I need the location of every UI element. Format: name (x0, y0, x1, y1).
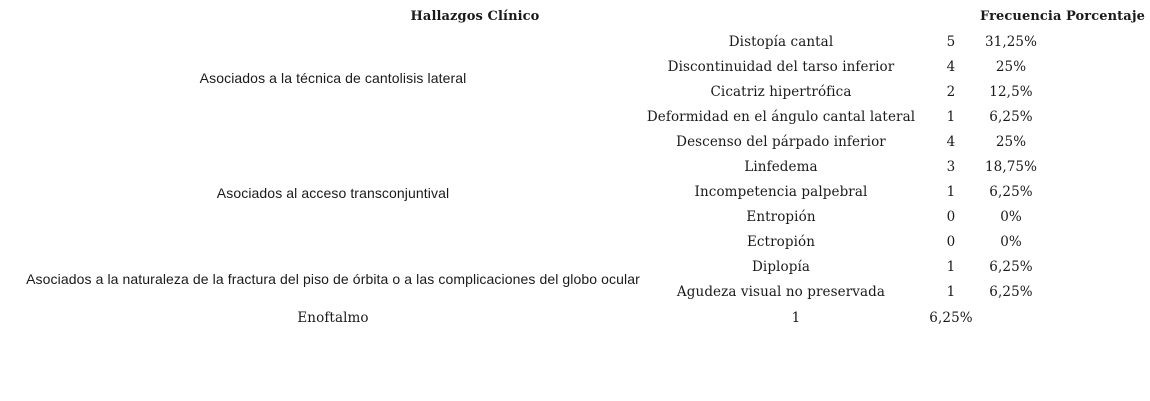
finding-cell: Cicatriz hipertrófica (710, 84, 852, 100)
group-label-fracture: Asociados a la naturaleza de la fractura del piso de órbita o a las complicaciones del globo ocular (26, 271, 640, 287)
finding-cell: Diplopía (751, 259, 811, 275)
percentage-cell: 31,25% (984, 34, 1038, 50)
finding-cell: Deformidad en el ángulo cantal lateral (646, 109, 916, 125)
finding-cell: Incompetencia palpebral (694, 184, 868, 200)
frequency-cell: 5 (946, 34, 956, 50)
percentage-cell: 0% (1000, 209, 1022, 225)
percentage-cell: 6,25% (989, 259, 1033, 275)
header-findings: Hallazgos Clínico (410, 9, 540, 24)
last-row-label: Enoftalmo (297, 310, 369, 326)
frequency-cell: 0 (946, 234, 956, 250)
frequency-cell: 4 (946, 59, 956, 75)
frequency-cell: 0 (946, 209, 956, 225)
finding-cell: Linfedema (744, 159, 818, 175)
frequency-cell: 1 (946, 184, 956, 200)
frequency-cell: 1 (946, 259, 956, 275)
frequency-cell: 3 (946, 159, 956, 175)
finding-cell: Descenso del párpado inferior (676, 134, 886, 150)
frequency-cell: 1 (946, 284, 956, 300)
finding-cell: Entropión (746, 209, 816, 225)
percentage-cell: 6,25% (989, 284, 1033, 300)
frequency-cell: 1 (946, 109, 956, 125)
group-label-cantolysis: Asociados a la técnica de cantolisis lateral (199, 70, 467, 86)
finding-cell: Distopía cantal (728, 34, 834, 50)
percentage-cell: 25% (995, 134, 1027, 150)
percentage-cell: 18,75% (984, 159, 1038, 175)
header-percentage: Porcentaje (1066, 9, 1145, 24)
header-frequency: Frecuencia (980, 9, 1062, 24)
finding-cell: Ectropión (746, 234, 816, 250)
percentage-cell: 12,5% (989, 84, 1033, 100)
last-row-percentage: 6,25% (929, 310, 973, 326)
frequency-cell: 2 (946, 84, 956, 100)
percentage-cell: 6,25% (989, 184, 1033, 200)
finding-cell: Discontinuidad del tarso inferior (667, 59, 895, 75)
last-row-frequency: 1 (791, 310, 801, 326)
group-label-transconjunctival: Asociados al acceso transconjuntival (216, 185, 450, 201)
percentage-cell: 0% (1000, 234, 1022, 250)
frequency-cell: 4 (946, 134, 956, 150)
finding-cell: Agudeza visual no preservada (676, 284, 886, 300)
percentage-cell: 6,25% (989, 109, 1033, 125)
percentage-cell: 25% (995, 59, 1027, 75)
